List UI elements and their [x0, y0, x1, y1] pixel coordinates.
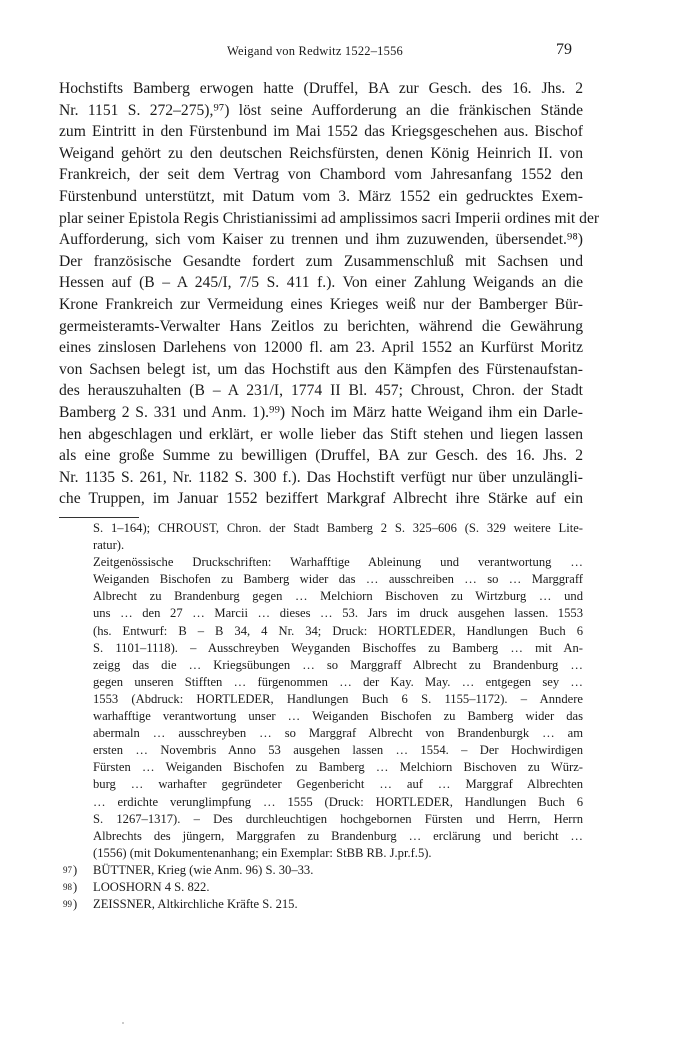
page-number: 79 [556, 41, 572, 58]
footnote-line: (1556) (mit Dokumentenanhang; ein Exemplar: StBB RB. J.pr.f.5). [93, 845, 432, 860]
footnote-line: … erdichte verunglimpfung … 1555 (Druck: HORTLEDER, Handlungen Buch 6 [93, 794, 583, 809]
footnote-line: warhafftige verantwortung unser … Weiganden Bischofen zu Bamberg wider das [93, 709, 583, 724]
footnote-line: gegen unseren Stifften … fürgenommen … der Kay. May. … entgegen sey … [93, 674, 583, 689]
footnote-paren: ) [73, 862, 78, 877]
scan-speck [122, 1022, 124, 1024]
body-line: hen abgeschlagen und erklärt, er wolle lieber das Stift stehen und liegen lassen [59, 425, 583, 443]
footnotes-section [63, 520, 583, 913]
body-line: Hochstifts Bamberg erwogen hatte (Druffel, BA zur Gesch. des 16. Jhs. 2 [59, 80, 583, 97]
footnote-item [63, 879, 583, 896]
body-line: Weigand gehört zu den deutschen Reichsfürsten, denen König Heinrich II. von [59, 144, 583, 162]
footnote-line: 1553 (Abdruck: HORTLEDER, Handlungen Buch 6 S. 1155–1172). – Anndere [93, 691, 583, 706]
footnote-paren: ) [73, 879, 78, 894]
footnote-line: burg … warhafter gegründeter Gegenbericht … auf … Marggraf Albrechten [93, 777, 583, 792]
body-line: Frankreich, der seit dem Vertrag von Chambord vom Jahresanfang 1552 den [59, 166, 583, 184]
footnote-item [63, 862, 583, 879]
footnote-line: (hs. Entwurf: B – B 34, 4 Nr. 34; Druck: HORTLEDER, Handlungen Buch 6 [93, 623, 583, 638]
body-line: Nr. 1135 S. 261, Nr. 1182 S. 300 f.). Das Hochstift verfügt nur über unzulängli- [59, 468, 583, 486]
body-line: Krone Frankreich zur Vermeidung eines Krieges weiß nur der Bamberger Bür- [59, 295, 583, 313]
footnote-text: LOOSHORN 4 S. 822. [93, 879, 210, 894]
footnote-line: S. 1101–1118). – Ausschreyben Weyganden Bischoffes zu Bamberg … mit An- [93, 640, 583, 655]
body-line: Der französische Gesandte fordert zum Zusammenschluß mit Sachsen und [59, 252, 583, 270]
footnote-separator-rule [59, 517, 139, 518]
footnote-line: ratur). [93, 538, 125, 553]
body-line: Nr. 1151 S. 272–275),⁹⁷) löst seine Aufforderung an die fränkischen Stände [59, 101, 583, 119]
main-body-text [59, 78, 600, 510]
footnote-text: ZEISSNER, Altkirchliche Kräfte S. 215. [93, 897, 298, 912]
running-head-title: Weigand von Redwitz 1522–1556 [227, 44, 403, 58]
footnote-line: Weiganden Bischofen zu Bamberg wider das … ausschreiben … so … Marggraff [93, 572, 583, 587]
body-line: plar seiner Epistola Regis Christianissimi ad amplissimos sacri Imperii ordines mit der [59, 209, 600, 227]
body-line: von Sachsen belegt ist, um das Hochstift aus den Kämpfen des Fürstenaufstan- [59, 360, 583, 378]
body-line: des herauszuhalten (B – A 231/I, 1774 II Bl. 457; Chroust, Chron. der Stadt [59, 382, 583, 400]
body-line: als eine große Summe zu bewilligen (Druffel, BA zur Gesch. des 16. Jhs. 2 [59, 447, 583, 465]
body-line: eines zinslosen Darlehens von 12000 fl. am 23. April 1552 an Kurfürst Moritz [59, 339, 583, 357]
footnote-paren: ) [73, 897, 78, 912]
body-line: Bamberg 2 S. 331 und Anm. 1).⁹⁹) Noch im März hatte Weigand ihm ein Darle- [59, 403, 583, 421]
footnote-line: ersten … Novembris Anno 53 ausgehen lassen … 1554. – Der Hochwirdigen [93, 743, 583, 758]
body-line: zum Eintritt in den Fürstenbund im Mai 1552 das Kriegsgeschehen aus. Bischof [59, 123, 583, 141]
body-line: Fürstenbund unterstützt, mit Datum vom 3. März 1552 ein gedrucktes Exem- [59, 187, 583, 205]
footnote-line: Albrechts des jüngern, Marggrafen zu Brandenburg … erclärung und bericht … [93, 828, 583, 843]
footnote-line: uns … den 27 … Marcii … dieses … 53. Jars im druck ausgehen lassen. 1553 [93, 606, 583, 621]
footnote-line: Zeitgenössische Druckschriften: Warhafftige Ableinung und verantwortung … [93, 555, 583, 570]
body-line: germeisteramts-Verwalter Hans Zeitlos zu berichten, während die Gewährung [59, 317, 583, 335]
footnote-line: Fürsten … Weiganden Bischofen zu Bamberg … Melchiorn Bischoven zu Würz- [93, 760, 583, 775]
footnote-text: BÜTTNER, Krieg (wie Anm. 96) S. 30–33. [93, 862, 314, 877]
footnote-item [63, 896, 583, 913]
footnote-line: abermaln … ausschreyben … so Marggraf Albrecht von Brandenburgk … am [93, 726, 583, 741]
body-line: Aufforderung, sich vom Kaiser zu trennen und ihm zuzuwenden, übersendet.⁹⁸) [59, 231, 583, 249]
footnote-number: 99 [63, 899, 72, 910]
body-line: Hessen auf (B – A 245/I, 7/5 S. 411 f.). Von einer Zahlung Weigands an die [59, 274, 583, 292]
footnote-line: S. 1267–1317). – Des durchleuchtigen hochgebornen Fürsten und Herrn, Herrn [93, 811, 583, 826]
footnote-number: 97 [63, 864, 72, 875]
running-head [0, 41, 700, 62]
footnote-line: S. 1–164); CHROUST, Chron. der Stadt Bamberg 2 S. 325–606 (S. 329 weitere Lite- [93, 521, 583, 535]
body-line: che Truppen, im Januar 1552 beziffert Markgraf Albrecht ihre Stärke auf ein [59, 490, 583, 508]
footnote-number: 98 [63, 881, 72, 892]
footnote-line: zeigg das die … Kriegsübungen … so Marggraff Albrecht zu Brandenburg … [93, 657, 583, 672]
footnote-line: Albrecht zu Brandenburg gegen … Melchiorn Bischoven zu Wirtzburg … und [93, 589, 583, 604]
